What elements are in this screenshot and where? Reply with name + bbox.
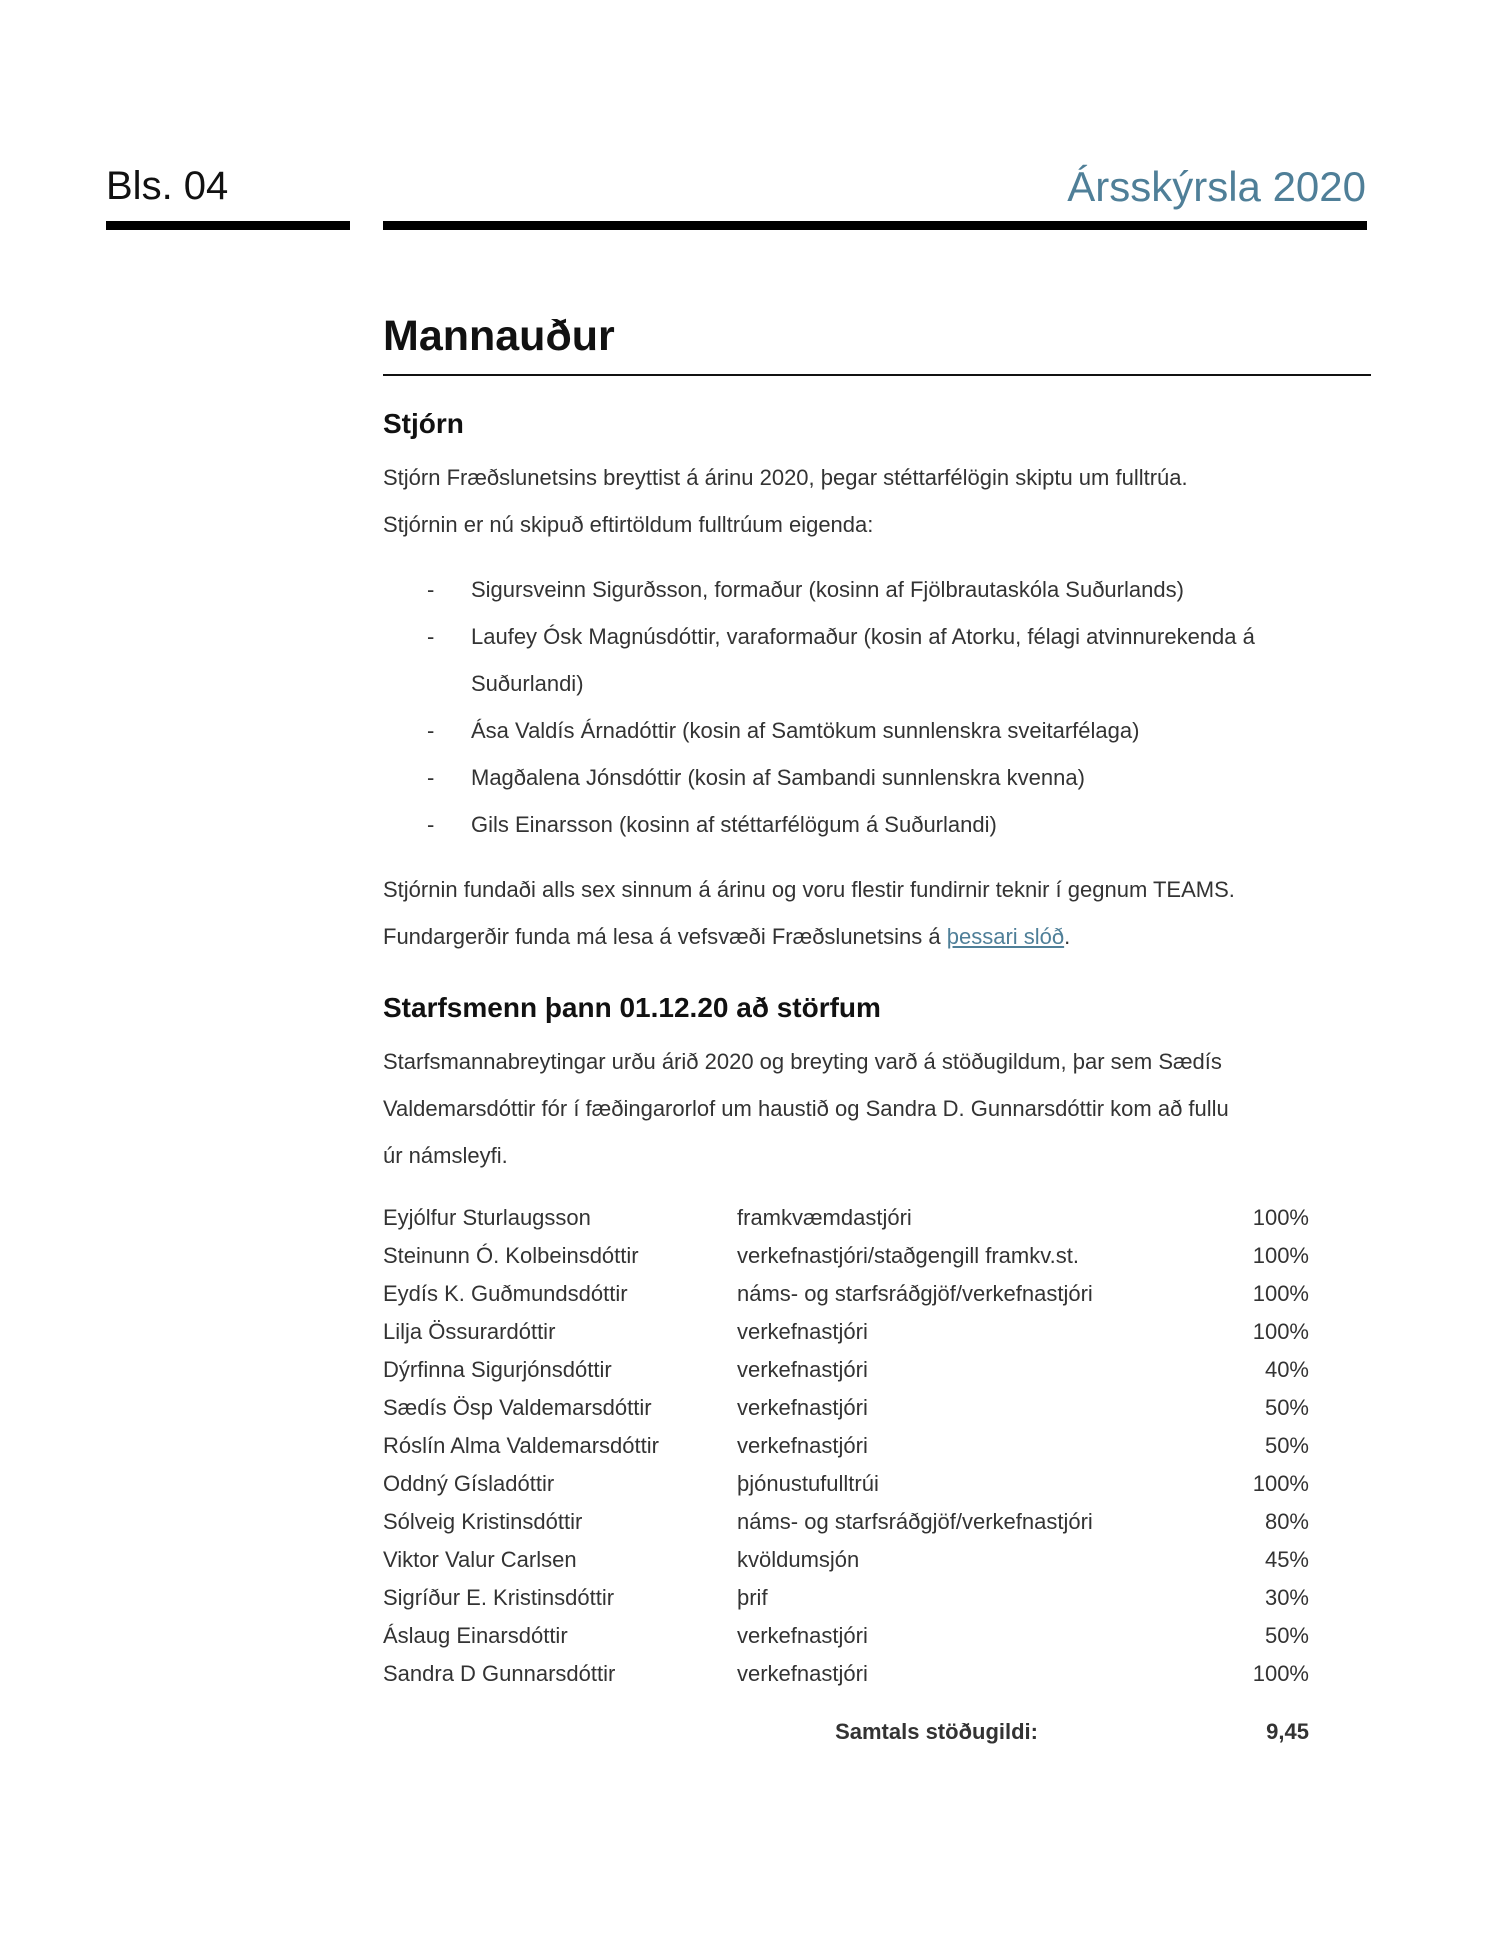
table-row (383, 1389, 1371, 1427)
staff-percentage: 50% (1264, 1395, 1309, 1420)
staff-percentage: 100% (1252, 1661, 1309, 1686)
page-number: Bls. 04 (106, 164, 229, 208)
table-row (383, 1579, 1371, 1617)
staff-percentage: 40% (1264, 1357, 1309, 1382)
list-item-continuation (383, 660, 1371, 707)
staff-percentage: 100% (1252, 1281, 1309, 1306)
staff-role: verkefnastjóri (737, 1395, 868, 1420)
staff-role: verkefnastjóri (737, 1357, 868, 1382)
staff-percentage: 80% (1264, 1509, 1309, 1534)
staff-role: verkefnastjóri (737, 1623, 868, 1648)
staff-name: Sandra D Gunnarsdóttir (383, 1661, 616, 1686)
total-value: 9,45 (1266, 1719, 1309, 1744)
staff-percentage: 50% (1264, 1623, 1309, 1648)
staff-percentage: 50% (1264, 1433, 1309, 1458)
staff-role: þrif (737, 1585, 768, 1610)
table-row (383, 1351, 1371, 1389)
bullet-dash: - (427, 624, 435, 649)
staff-role: verkefnastjóri/staðgengill framkv.st. (737, 1243, 1079, 1268)
bullet-dash: - (427, 765, 435, 790)
board-intro-line: Stjórn Fræðslunetsins breyttist á árinu 2020, þegar stéttarfélögin skiptu um fulltrúa. (383, 465, 1188, 490)
table-row (383, 1313, 1371, 1351)
bullet-dash: - (427, 812, 435, 837)
table-row (383, 1465, 1371, 1503)
table-row (383, 1655, 1371, 1693)
bullet-dash: - (427, 577, 435, 602)
table-row (383, 1503, 1371, 1541)
staff-intro-line: úr námsleyfi. (383, 1143, 508, 1168)
section-title: Mannauður (383, 308, 1371, 376)
member-text: Gils Einarsson (kosinn af stéttarfélögum á Suðurlandi) (471, 812, 997, 837)
staff-name: Áslaug Einarsdóttir (383, 1623, 568, 1648)
total-row (383, 1713, 1371, 1751)
board-heading: Stjórn (383, 408, 464, 439)
staff-name: Dýrfinna Sigurjónsdóttir (383, 1357, 612, 1382)
total-label: Samtals stöðugildi: (835, 1719, 1038, 1744)
meetings-line: Stjórnin fundaði alls sex sinnum á árinu og voru flestir fundirnir teknir í gegnum TEAMS. (383, 877, 1235, 902)
main-content (383, 308, 1371, 1751)
minutes-link[interactable]: þessari slóð (946, 924, 1065, 949)
staff-role: verkefnastjóri (737, 1661, 868, 1686)
meetings-line (383, 913, 1371, 960)
member-text: Ása Valdís Árnadóttir (kosin af Samtökum sunnlenskra sveitarfélaga) (471, 718, 1140, 743)
header-rule-right (383, 221, 1367, 230)
staff-intro-line: Valdemarsdóttir fór í fæðingarorlof um haustið og Sandra D. Gunnarsdóttir kom að fullu (383, 1096, 1229, 1121)
table-row (383, 1617, 1371, 1655)
staff-role: verkefnastjóri (737, 1433, 868, 1458)
staff-name: Oddný Gísladóttir (383, 1471, 555, 1496)
staff-role: verkefnastjóri (737, 1319, 868, 1344)
staff-name: Sigríður E. Kristinsdóttir (383, 1585, 615, 1610)
staff-role: kvöldumsjón (737, 1547, 860, 1572)
staff-table (383, 1199, 1371, 1751)
staff-name: Sólveig Kristinsdóttir (383, 1509, 583, 1534)
table-row (383, 1237, 1371, 1275)
staff-intro-line: Starfsmannabreytingar urðu árið 2020 og breyting varð á stöðugildum, þar sem Sædís (383, 1049, 1222, 1074)
staff-role: náms- og starfsráðgjöf/verkefnastjóri (737, 1281, 1093, 1306)
member-text: Magðalena Jónsdóttir (kosin af Sambandi sunnlenskra kvenna) (471, 765, 1085, 790)
report-title: Ársskýrsla 2020 (1067, 163, 1366, 210)
list-item (383, 707, 1371, 754)
staff-percentage: 30% (1264, 1585, 1309, 1610)
staff-percentage: 100% (1252, 1205, 1309, 1230)
staff-percentage: 100% (1252, 1319, 1309, 1344)
member-text: Laufey Ósk Magnúsdóttir, varaformaður (kosin af Atorku, félagi atvinnurekenda á (471, 624, 1255, 649)
staff-name: Sædís Ösp Valdemarsdóttir (383, 1395, 652, 1420)
meetings-text: Fundargerðir funda má lesa á vefsvæði Fræðslunetsins á (383, 924, 941, 949)
staff-name: Eydís K. Guðmundsdóttir (383, 1281, 628, 1306)
list-item (383, 613, 1371, 660)
staff-name: Eyjólfur Sturlaugsson (383, 1205, 591, 1230)
staff-percentage: 100% (1252, 1243, 1309, 1268)
table-row (383, 1199, 1371, 1237)
staff-percentage: 45% (1264, 1547, 1309, 1572)
member-text: Suðurlandi) (471, 671, 584, 696)
staff-role: náms- og starfsráðgjöf/verkefnastjóri (737, 1509, 1093, 1534)
board-members-list (383, 566, 1371, 848)
staff-name: Lilja Össurardóttir (383, 1319, 556, 1344)
table-row (383, 1541, 1371, 1579)
staff-heading: Starfsmenn þann 01.12.20 að störfum (383, 992, 881, 1023)
member-text: Sigursveinn Sigurðsson, formaður (kosinn af Fjölbrautaskóla Suðurlands) (471, 577, 1184, 602)
bullet-dash: - (427, 718, 435, 743)
board-intro-line: Stjórnin er nú skipuð eftirtöldum fulltrúum eigenda: (383, 512, 874, 537)
staff-name: Róslín Alma Valdemarsdóttir (383, 1433, 659, 1458)
header-rule-left (106, 221, 350, 230)
list-item (383, 566, 1371, 613)
staff-name: Viktor Valur Carlsen (383, 1547, 577, 1572)
list-item (383, 801, 1371, 848)
link-suffix: . (1064, 924, 1071, 949)
staff-role: þjónustufulltrúi (737, 1471, 879, 1496)
list-item (383, 754, 1371, 801)
table-row (383, 1275, 1371, 1313)
staff-percentage: 100% (1252, 1471, 1309, 1496)
staff-role: framkvæmdastjóri (737, 1205, 912, 1230)
table-row (383, 1427, 1371, 1465)
staff-name: Steinunn Ó. Kolbeinsdóttir (383, 1243, 639, 1268)
